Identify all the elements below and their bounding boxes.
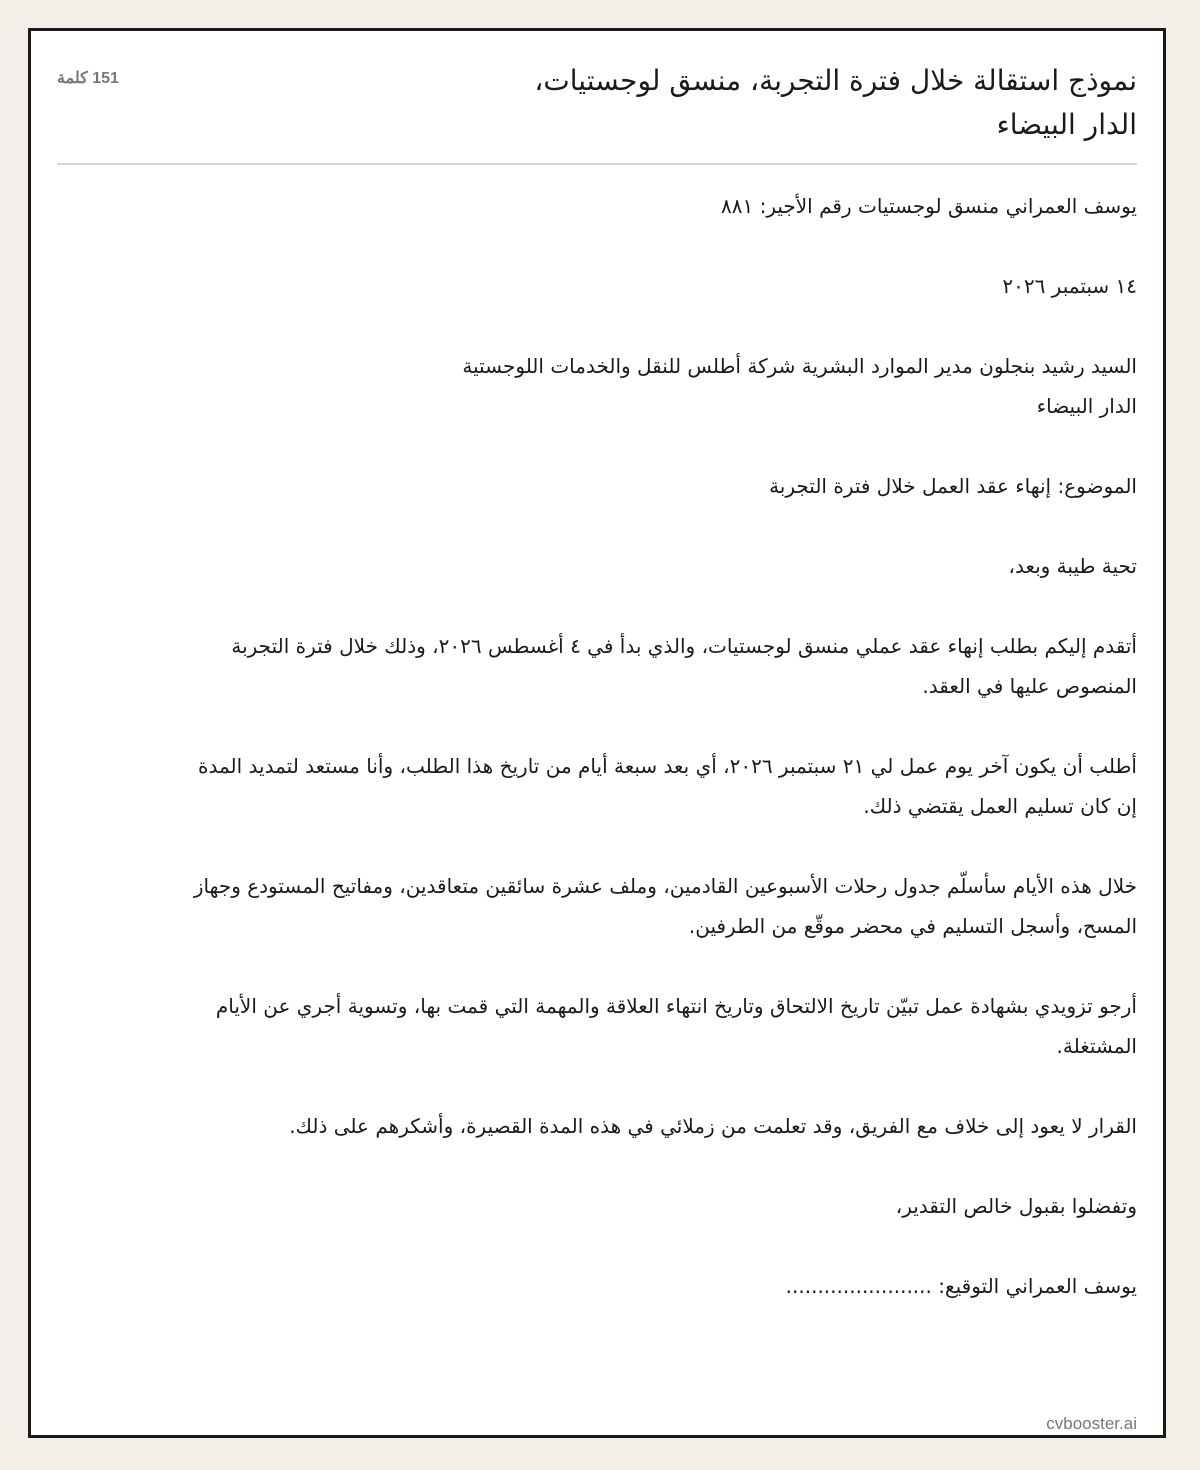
date-line: ١٤ سبتمبر ٢٠٢٦: [1002, 274, 1137, 298]
body-paragraph: أتقدم إليكم بطلب إنهاء عقد عملي منسق لوجستيات، والذي بدأ في ٤ أغسطس ٢٠٢٦، وذلك خلال فترة التجربة المنصوص عليها في العقد.: [231, 634, 1137, 698]
document-header: [57, 31, 1137, 165]
body-paragraph: خلال هذه الأيام سأسلّم جدول رحلات الأسبوعين القادمين، وملف عشرة سائقين متعاقدين، ومفاتيح المستودع وجهاز المسح، وأسجل التسليم في محضر موقّع من الطرفين.: [193, 874, 1137, 938]
body-paragraph: أطلب أن يكون آخر يوم عمل لي ٢١ سبتمبر ٢٠٢٦، أي بعد سبعة أيام من تاريخ هذا الطلب، وأنا مستعد لتمديد المدة إن كان تسليم العمل يقتضي ذلك.: [198, 754, 1137, 818]
closing-line: وتفضلوا بقبول خالص التقدير،: [895, 1194, 1137, 1218]
subject-line: الموضوع: إنهاء عقد العمل خلال فترة التجربة: [769, 474, 1137, 498]
brand-watermark: cvbooster.ai: [1046, 1414, 1137, 1433]
word-count: 151 كلمة: [57, 70, 119, 87]
greeting-line: تحية طيبة وبعد،: [1008, 554, 1137, 578]
recipient-name-line: السيد رشيد بنجلون مدير الموارد البشرية شركة أطلس للنقل والخدمات اللوجستية: [462, 354, 1137, 378]
document-page: [28, 28, 1166, 1438]
document-title: نموذج استقالة خلال فترة التجربة، منسق لوجستيات، الدار البيضاء: [534, 64, 1137, 141]
sender-line: يوسف العمراني منسق لوجستيات رقم الأجير: ٨٨١: [721, 194, 1137, 218]
recipient-city-line: الدار البيضاء: [1036, 394, 1137, 418]
recipient-block: [177, 346, 1137, 426]
body-paragraph: أرجو تزويدي بشهادة عمل تبيّن تاريخ الالتحاق وتاريخ انتهاء العلاقة والمهمة التي قمت بها، وتسوية أجري عن الأيام المشتغلة.: [215, 994, 1137, 1058]
letter-body: [177, 186, 1137, 1306]
body-paragraph: القرار لا يعود إلى خلاف مع الفريق، وقد تعلمت من زملائي في هذه المدة القصيرة، وأشكرهم على ذلك.: [289, 1114, 1137, 1138]
signature-line: يوسف العمراني التوقيع: .......................: [785, 1274, 1137, 1298]
